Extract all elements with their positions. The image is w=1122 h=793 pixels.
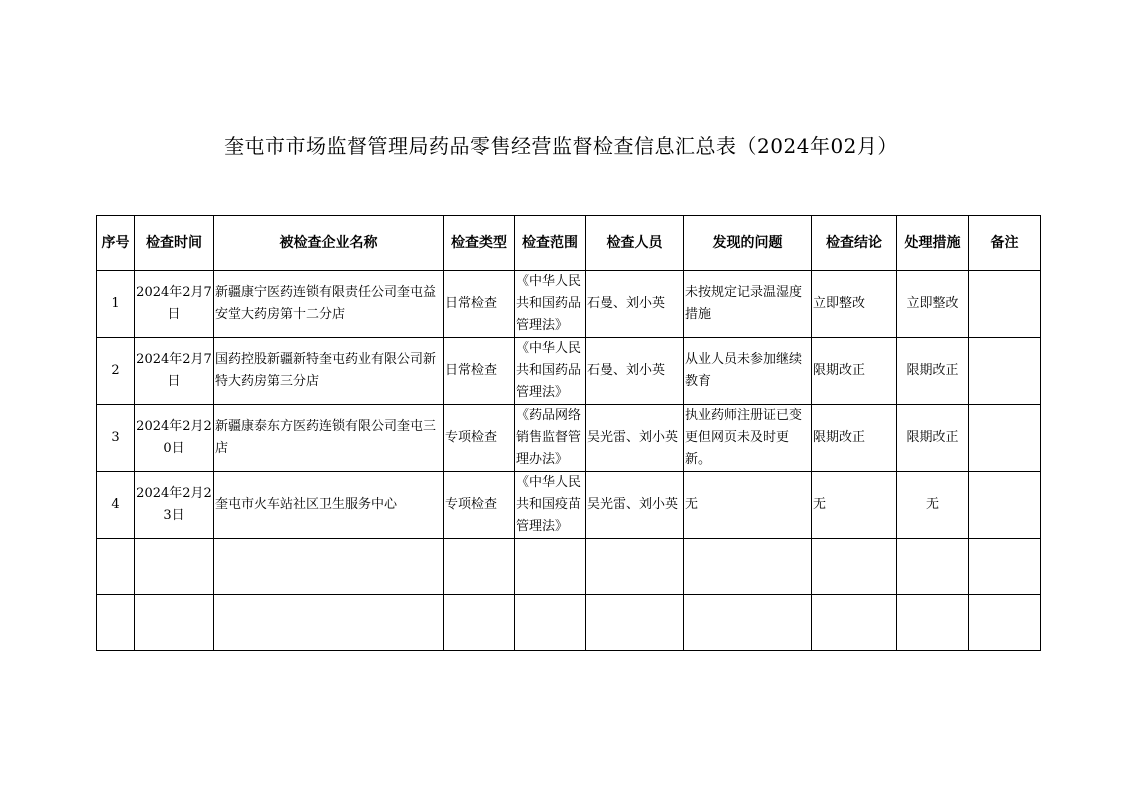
cell-remarks <box>969 338 1041 405</box>
table-row <box>97 405 1041 472</box>
header-company: 被检查企业名称 <box>214 216 444 271</box>
empty-cell <box>97 595 135 651</box>
cell-measures: 无 <box>897 472 969 539</box>
empty-cell <box>897 595 969 651</box>
cell-company: 奎屯市火车站社区卫生服务中心 <box>214 472 444 539</box>
header-inspectors: 检查人员 <box>586 216 684 271</box>
cell-issues: 从业人员未参加继续教育 <box>684 338 812 405</box>
cell-date: 2024年2月20日 <box>135 405 214 472</box>
header-issues: 发现的问题 <box>684 216 812 271</box>
cell-inspectors: 吴光雷、刘小英 <box>586 472 684 539</box>
inspection-table <box>96 215 1041 651</box>
cell-seq: 3 <box>97 405 135 472</box>
cell-measures: 限期改正 <box>897 338 969 405</box>
cell-type: 专项检查 <box>444 405 515 472</box>
cell-issues: 未按规定记录温湿度措施 <box>684 271 812 338</box>
header-remarks: 备注 <box>969 216 1041 271</box>
empty-cell <box>135 595 214 651</box>
cell-scope: 《中华人民共和国药品管理法》 <box>515 338 586 405</box>
header-type: 检查类型 <box>444 216 515 271</box>
empty-cell <box>515 539 586 595</box>
empty-row <box>97 595 1041 651</box>
page-title: 奎屯市市场监督管理局药品零售经营监督检查信息汇总表（2024年02月） <box>224 134 898 158</box>
empty-cell <box>586 539 684 595</box>
cell-conclusion: 限期改正 <box>812 405 897 472</box>
cell-conclusion: 限期改正 <box>812 338 897 405</box>
empty-cell <box>515 595 586 651</box>
empty-cell <box>135 539 214 595</box>
cell-conclusion: 立即整改 <box>812 271 897 338</box>
empty-cell <box>897 539 969 595</box>
cell-type: 专项检查 <box>444 472 515 539</box>
cell-issues: 执业药师注册证已变更但网页未及时更新。 <box>684 405 812 472</box>
cell-date: 2024年2月7日 <box>135 271 214 338</box>
cell-measures: 限期改正 <box>897 405 969 472</box>
header-date: 检查时间 <box>135 216 214 271</box>
empty-cell <box>812 595 897 651</box>
cell-company: 新疆康宁医药连锁有限责任公司奎屯益安堂大药房第十二分店 <box>214 271 444 338</box>
cell-inspectors: 石曼、刘小英 <box>586 338 684 405</box>
cell-type: 日常检查 <box>444 338 515 405</box>
header-row <box>97 216 1041 271</box>
header-scope: 检查范围 <box>515 216 586 271</box>
header-seq: 序号 <box>97 216 135 271</box>
empty-cell <box>444 539 515 595</box>
empty-cell <box>214 595 444 651</box>
empty-cell <box>812 539 897 595</box>
table-row <box>97 338 1041 405</box>
cell-issues: 无 <box>684 472 812 539</box>
cell-seq: 4 <box>97 472 135 539</box>
cell-inspectors: 吴光雷、刘小英 <box>586 405 684 472</box>
header-conclusion: 检查结论 <box>812 216 897 271</box>
cell-inspectors: 石曼、刘小英 <box>586 271 684 338</box>
empty-cell <box>684 539 812 595</box>
cell-date: 2024年2月23日 <box>135 472 214 539</box>
cell-remarks <box>969 271 1041 338</box>
cell-remarks <box>969 472 1041 539</box>
empty-cell <box>444 595 515 651</box>
empty-cell <box>586 595 684 651</box>
cell-conclusion: 无 <box>812 472 897 539</box>
cell-company: 国药控股新疆新特奎屯药业有限公司新特大药房第三分店 <box>214 338 444 405</box>
header-measures: 处理措施 <box>897 216 969 271</box>
table-row <box>97 271 1041 338</box>
cell-scope: 《药品网络销售监督管理办法》 <box>515 405 586 472</box>
cell-scope: 《中华人民共和国疫苗管理法》 <box>515 472 586 539</box>
empty-cell <box>684 595 812 651</box>
cell-remarks <box>969 405 1041 472</box>
empty-cell <box>969 539 1041 595</box>
cell-scope: 《中华人民共和国药品管理法》 <box>515 271 586 338</box>
table-row <box>97 472 1041 539</box>
cell-type: 日常检查 <box>444 271 515 338</box>
cell-seq: 1 <box>97 271 135 338</box>
empty-cell <box>214 539 444 595</box>
empty-cell <box>969 595 1041 651</box>
cell-measures: 立即整改 <box>897 271 969 338</box>
cell-company: 新疆康泰东方医药连锁有限公司奎屯三店 <box>214 405 444 472</box>
empty-row <box>97 539 1041 595</box>
empty-cell <box>97 539 135 595</box>
cell-seq: 2 <box>97 338 135 405</box>
cell-date: 2024年2月7日 <box>135 338 214 405</box>
